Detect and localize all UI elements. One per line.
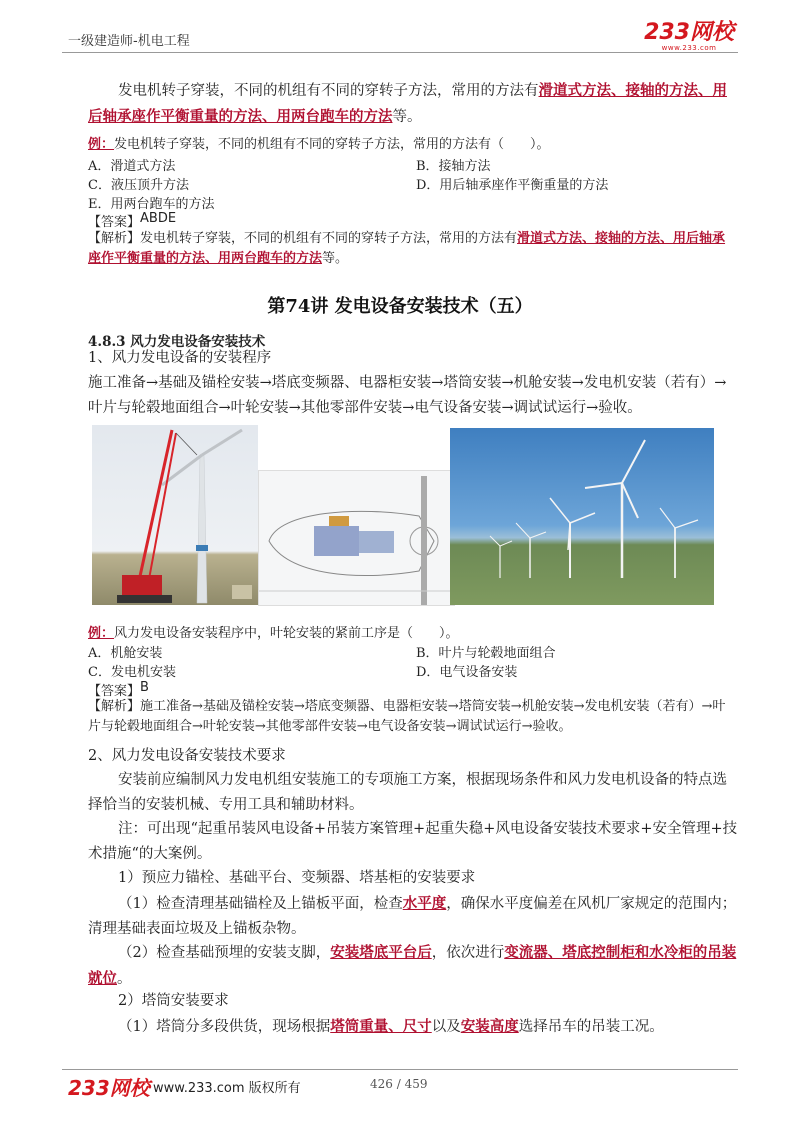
subsection-tower: 2）塔筒安装要求 <box>118 993 229 1009</box>
footer-copyright: www.233.com 版权所有 <box>153 1081 301 1096</box>
text: （2）检查基础预埋的安装支脚， <box>118 945 331 961</box>
option-d: D．用后轴承座作平衡重量的方法 <box>416 178 609 193</box>
analysis-label: 【解析】 <box>88 231 141 246</box>
option-c: C．发电机安装 <box>88 665 176 680</box>
highlight-text: 安装高度 <box>460 1018 519 1035</box>
rotor-paragraph <box>88 78 738 130</box>
footer-divider <box>62 1069 738 1070</box>
example-1-question <box>88 135 738 155</box>
section-heading-1: 1、风力发电设备的安装程序 <box>88 350 272 366</box>
answer-label: 【答案】 <box>88 684 141 699</box>
example-2-question <box>88 624 738 644</box>
option-b: B．叶片与轮毂地面组合 <box>416 646 556 661</box>
text: 。 <box>117 971 132 987</box>
nacelle-cutaway-illustration <box>259 471 454 605</box>
example-label: 例： <box>88 137 115 152</box>
option-b: B．接轴方法 <box>416 159 491 174</box>
example-2-analysis <box>88 697 738 737</box>
example-1-analysis <box>88 229 738 269</box>
question-text: 发电机转子穿装，不同的机组有不同的穿转子方法，常用的方法有（ ）。 <box>114 137 550 152</box>
question-text: 风力发电设备安装程序中，叶轮安装的紧前工序是（ ）。 <box>114 626 459 641</box>
analysis-text: 施工准备→基础及锚栓安装→塔底变频器、电器柜安装→塔筒安装→机舱安装→发电机安装（若有）→叶片与轮毂地面组合→叶轮安装→其他零部件安装→电气设备安装→调试试运行→验收。 <box>88 699 726 734</box>
highlight-text: 滑道式方法、接轴的方法、用后轴承座作平衡重量的方法、用两台跑车的方法 <box>88 82 727 125</box>
text: ，确保水平度偏差在风机厂家规定的范围内；清理基础表面垃圾及上锚板杂物。 <box>88 896 737 937</box>
example-2-options-cd <box>88 661 738 680</box>
text: 选择吊车的吊装工况。 <box>518 1019 664 1035</box>
answer-value: B <box>140 680 149 695</box>
nacelle-diagram <box>258 470 455 606</box>
page-number: 426 / 459 <box>370 1077 428 1091</box>
brand-logo <box>644 22 734 52</box>
header-divider <box>62 52 738 53</box>
item-tower-sections <box>88 1014 738 1040</box>
header-title: 一级建造师-机电工程 <box>68 34 190 49</box>
text: （1）检查清理基础锚栓及上锚板平面，检查 <box>118 896 403 912</box>
text: 以及 <box>431 1019 461 1035</box>
procedure-text <box>88 371 738 421</box>
lecture-title: 第74讲 发电设备安装技术（五） <box>267 296 533 317</box>
text: 发电机转子穿装，不同的机组有不同的穿转子方法，常用的方法有 <box>118 83 539 99</box>
example-1-options-cd <box>88 174 738 193</box>
answer-value: ABDE <box>140 211 177 226</box>
example-label: 例： <box>88 626 115 641</box>
logo-url: www.233.com <box>661 44 717 52</box>
example-1-answer <box>88 211 738 230</box>
option-c: C．液压顶升方法 <box>88 178 189 193</box>
answer-label: 【答案】 <box>88 215 141 230</box>
option-e: E．用两台跑车的方法 <box>88 197 215 212</box>
option-d: D．电气设备安装 <box>416 665 518 680</box>
option-a: A．滑道式方法 <box>88 159 176 174</box>
crane-tower-illustration <box>92 425 258 605</box>
highlight-text: 水平度 <box>402 895 447 912</box>
section-heading-2: 2、风力发电设备安装技术要求 <box>88 748 286 764</box>
logo-text: 233网校 <box>644 20 734 45</box>
item-support-feet <box>88 940 738 992</box>
item-anchor-level <box>88 891 738 942</box>
requirements-paragraph: 安装前应编制风力发电机组安装施工的专项施工方案，根据现场条件和风力发电机设备的特点选择恰当的安装机械、专用工具和辅助材料。 <box>88 772 727 813</box>
crane-photo <box>92 425 258 605</box>
text: （1）塔筒分多段供货，现场根据 <box>118 1019 331 1035</box>
section-heading-483: 4.8.3 风力发电设备安装技术 <box>88 334 266 350</box>
example-1-option-e <box>88 193 738 212</box>
highlight-text: 安装塔底平台后 <box>330 944 432 961</box>
wind-farm-photo <box>450 428 714 605</box>
analysis-text: 等。 <box>322 251 349 266</box>
analysis-text: 发电机转子穿装，不同的机组有不同的穿转子方法，常用的方法有 <box>140 231 518 246</box>
example-2-options-ab <box>88 642 738 661</box>
highlight-text: 变流器、塔底控制柜和水冷柜的吊装就位 <box>88 944 737 987</box>
note-paragraph: 注：可出现“起重吊装风电设备+吊装方案管理+起重失稳+风电设备安装技术要求+安全管理+技术措施“的大案例。 <box>88 821 738 862</box>
procedure-body: 施工准备→基础及锚栓安装→塔底变频器、电器柜安装→塔筒安装→机舱安装→发电机安装（若有）→叶片与轮毂地面组合→叶轮安装→其他零部件安装→电气设备安装→调试试运行→验收。 <box>88 375 727 416</box>
wind-turbines-illustration <box>450 428 714 605</box>
option-a: A．机舱安装 <box>88 646 163 661</box>
highlight-text: 滑道式方法、接轴的方法、用后轴承座作平衡重量的方法、用两台跑车的方法 <box>88 231 726 266</box>
footer-logo: 233网校 <box>68 1076 150 1100</box>
analysis-label: 【解析】 <box>88 699 141 714</box>
subsection-anchor: 1）预应力锚栓、基础平台、变频器、塔基柜的安装要求 <box>118 870 476 886</box>
highlight-text: 塔筒重量、尺寸 <box>330 1018 432 1035</box>
text: 等。 <box>392 109 422 125</box>
text: ，依次进行 <box>431 945 505 961</box>
example-1-options-ab <box>88 155 738 174</box>
